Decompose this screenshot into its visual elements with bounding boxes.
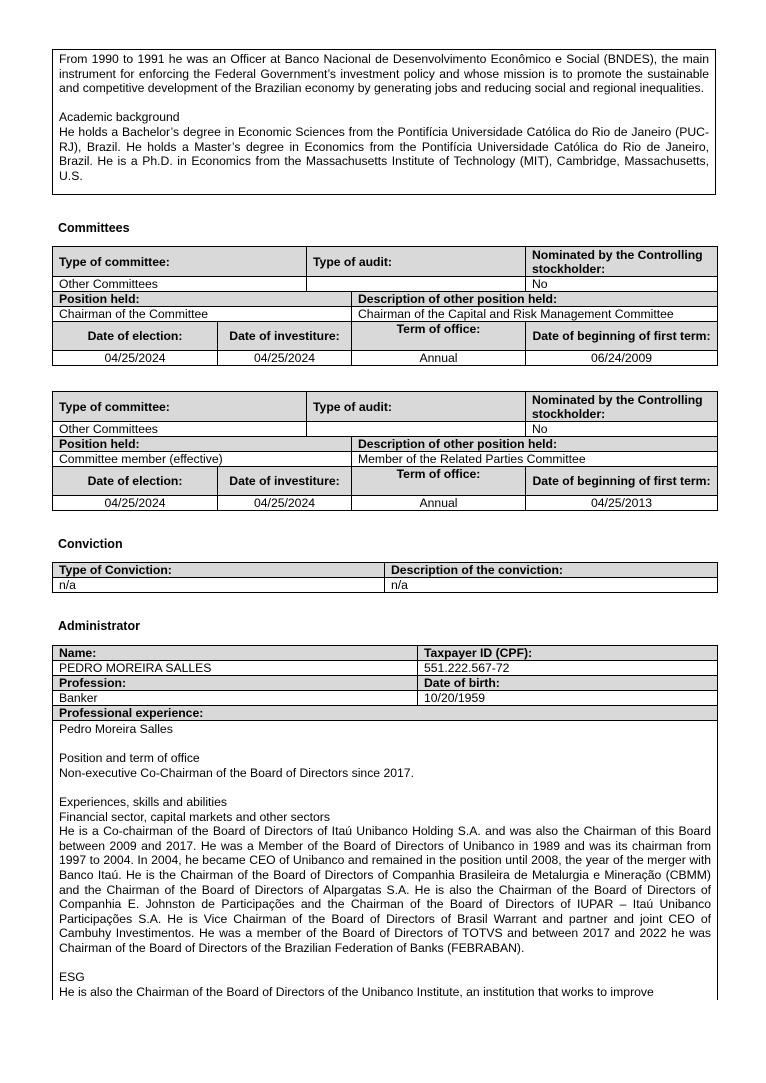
nominated-label: Nominated by the Controlling stockholder: — [526, 392, 718, 422]
investiture-date-value: 04/25/2024 — [218, 496, 352, 511]
committee-table-2 — [52, 391, 718, 511]
name-label: Name: — [53, 646, 418, 661]
profession-value: Banker — [53, 691, 418, 706]
nominated-label: Nominated by the Controlling stockholder: — [526, 247, 718, 277]
professional-experience-body — [53, 721, 718, 1001]
date-of-election-label: Date of election: — [53, 467, 218, 496]
date-of-investiture-label: Date of investiture: — [218, 322, 352, 351]
committee-type-value: Other Committees — [53, 277, 307, 292]
date-of-birth-label: Date of birth: — [418, 676, 718, 691]
nominated-value: No — [526, 277, 718, 292]
skills-subtitle: Financial sector, capital markets and other sectors — [59, 809, 330, 824]
other-position-value: Chairman of the Capital and Risk Management Committee — [352, 307, 718, 322]
conviction-description-label: Description of the conviction: — [385, 563, 718, 578]
date-of-investiture-label: Date of investiture: — [218, 467, 352, 496]
type-of-committee-label: Type of committee: — [53, 392, 307, 422]
date-of-birth-value: 10/20/1959 — [418, 691, 718, 706]
first-term-label: Date of beginning of first term: — [526, 467, 718, 496]
name-value: PEDRO MOREIRA SALLES — [53, 661, 418, 676]
administrator-heading: Administrator — [58, 619, 140, 633]
esg-text: He is also the Chairman of the Board of Directors of the Unibanco Institute, an institution that works to improve — [59, 984, 654, 999]
type-of-committee-label: Type of committee: — [53, 247, 307, 277]
audit-type-value — [307, 422, 526, 437]
committee-table-1 — [52, 246, 718, 366]
other-position-label: Description of other position held: — [352, 292, 718, 307]
profession-label: Profession: — [53, 676, 418, 691]
date-of-election-label: Date of election: — [53, 322, 218, 351]
administrator-table — [52, 645, 718, 1000]
conviction-table — [52, 562, 718, 593]
position-term-title: Position and term of office — [59, 751, 200, 766]
conviction-heading: Conviction — [58, 537, 123, 551]
type-of-audit-label: Type of audit: — [307, 247, 526, 277]
nominated-value: No — [526, 422, 718, 437]
investiture-date-value: 04/25/2024 — [218, 351, 352, 366]
academic-background-text: He holds a Bachelor’s degree in Economic Sciences from the Pontifícia Universidade Católica do Rio de Janeiro (PUC-RJ), Brazil. He holds a Master’s degree in Economics from the Pontifícia Universidade Católica do Rio de Janeiro, Brazil. He is a Ph.D. in Economics from the Massachusetts Institute of Technology (MIT), Cambridge, Massachusetts, U.S. — [59, 124, 709, 183]
cpf-label: Taxpayer ID (CPF): — [418, 646, 718, 661]
committee-type-value: Other Committees — [53, 422, 307, 437]
first-term-label: Date of beginning of first term: — [526, 322, 718, 351]
term-value: Annual — [352, 496, 526, 511]
position-held-label: Position held: — [53, 292, 352, 307]
position-held-value: Chairman of the Committee — [53, 307, 352, 322]
academic-background-title: Academic background — [59, 110, 180, 125]
biography-intro-box — [52, 49, 716, 195]
position-held-label: Position held: — [53, 437, 352, 452]
position-held-value: Committee member (effective) — [53, 452, 352, 467]
position-term-text: Non-executive Co-Chairman of the Board of Directors since 2017. — [59, 765, 414, 780]
experience-person-name: Pedro Moreira Salles — [59, 722, 173, 736]
committees-heading: Committees — [58, 221, 130, 235]
other-position-label: Description of other position held: — [352, 437, 718, 452]
term-of-office-label: Term of office: — [352, 322, 526, 351]
election-date-value: 04/25/2024 — [53, 496, 218, 511]
first-term-value: 06/24/2009 — [526, 351, 718, 366]
conviction-description-value: n/a — [385, 578, 718, 593]
type-of-conviction-label: Type of Conviction: — [53, 563, 385, 578]
cpf-value: 551.222.567-72 — [418, 661, 718, 676]
skills-text: He is a Co-chairman of the Board of Directors of Itaú Unibanco Holding S.A. and was also the Chairman of this Board between 2009 and 2017. He was a Member of the Board of Directors of Unibanco in 1989 and was its chairman from 1997 to 2004. In 2004, he became CEO of Unibanco and remained in the position until 2008, the year of the merger with Banco Itaú. He is the Chairman of the Board of Directors of Companhia Brasileira de Metalurgia e Mineração (CBMM) and the Chairman of the Board of Directors of Alpargatas S.A. He is also the Chairman of the Board of Directors of Companhia E. Johnston de Participações and the Chairman of the Board of Directors of IUPAR – Itaú Unibanco Participações S.A. He is Vice Chairman of the Board of Directors of Brasil Warrant and partner and joint CEO of Cambuhy Investimentos. He was a member of the Board of Directors of TOTVS and between 2017 and 2022 he was Chairman of the Board of Directors of the Brazilian Federation of Banks (FEBRABAN). — [59, 824, 711, 955]
skills-title: Experiences, skills and abilities — [59, 794, 227, 809]
first-term-value: 04/25/2013 — [526, 496, 718, 511]
term-value: Annual — [352, 351, 526, 366]
type-of-audit-label: Type of audit: — [307, 392, 526, 422]
conviction-type-value: n/a — [53, 578, 385, 593]
audit-type-value — [307, 277, 526, 292]
bndes-paragraph: From 1990 to 1991 he was an Officer at Banco Nacional de Desenvolvimento Econômico e Social (BNDES), the main instrument for enforcing the Federal Government’s investment policy and whose mission is to promote the sustainable and competitive development of the Brazilian economy by generating jobs and reducing social and regional inequalities. — [59, 52, 709, 96]
professional-experience-label: Professional experience: — [53, 706, 718, 721]
other-position-value: Member of the Related Parties Committee — [352, 452, 718, 467]
esg-title: ESG — [59, 970, 85, 985]
election-date-value: 04/25/2024 — [53, 351, 218, 366]
term-of-office-label: Term of office: — [352, 467, 526, 496]
